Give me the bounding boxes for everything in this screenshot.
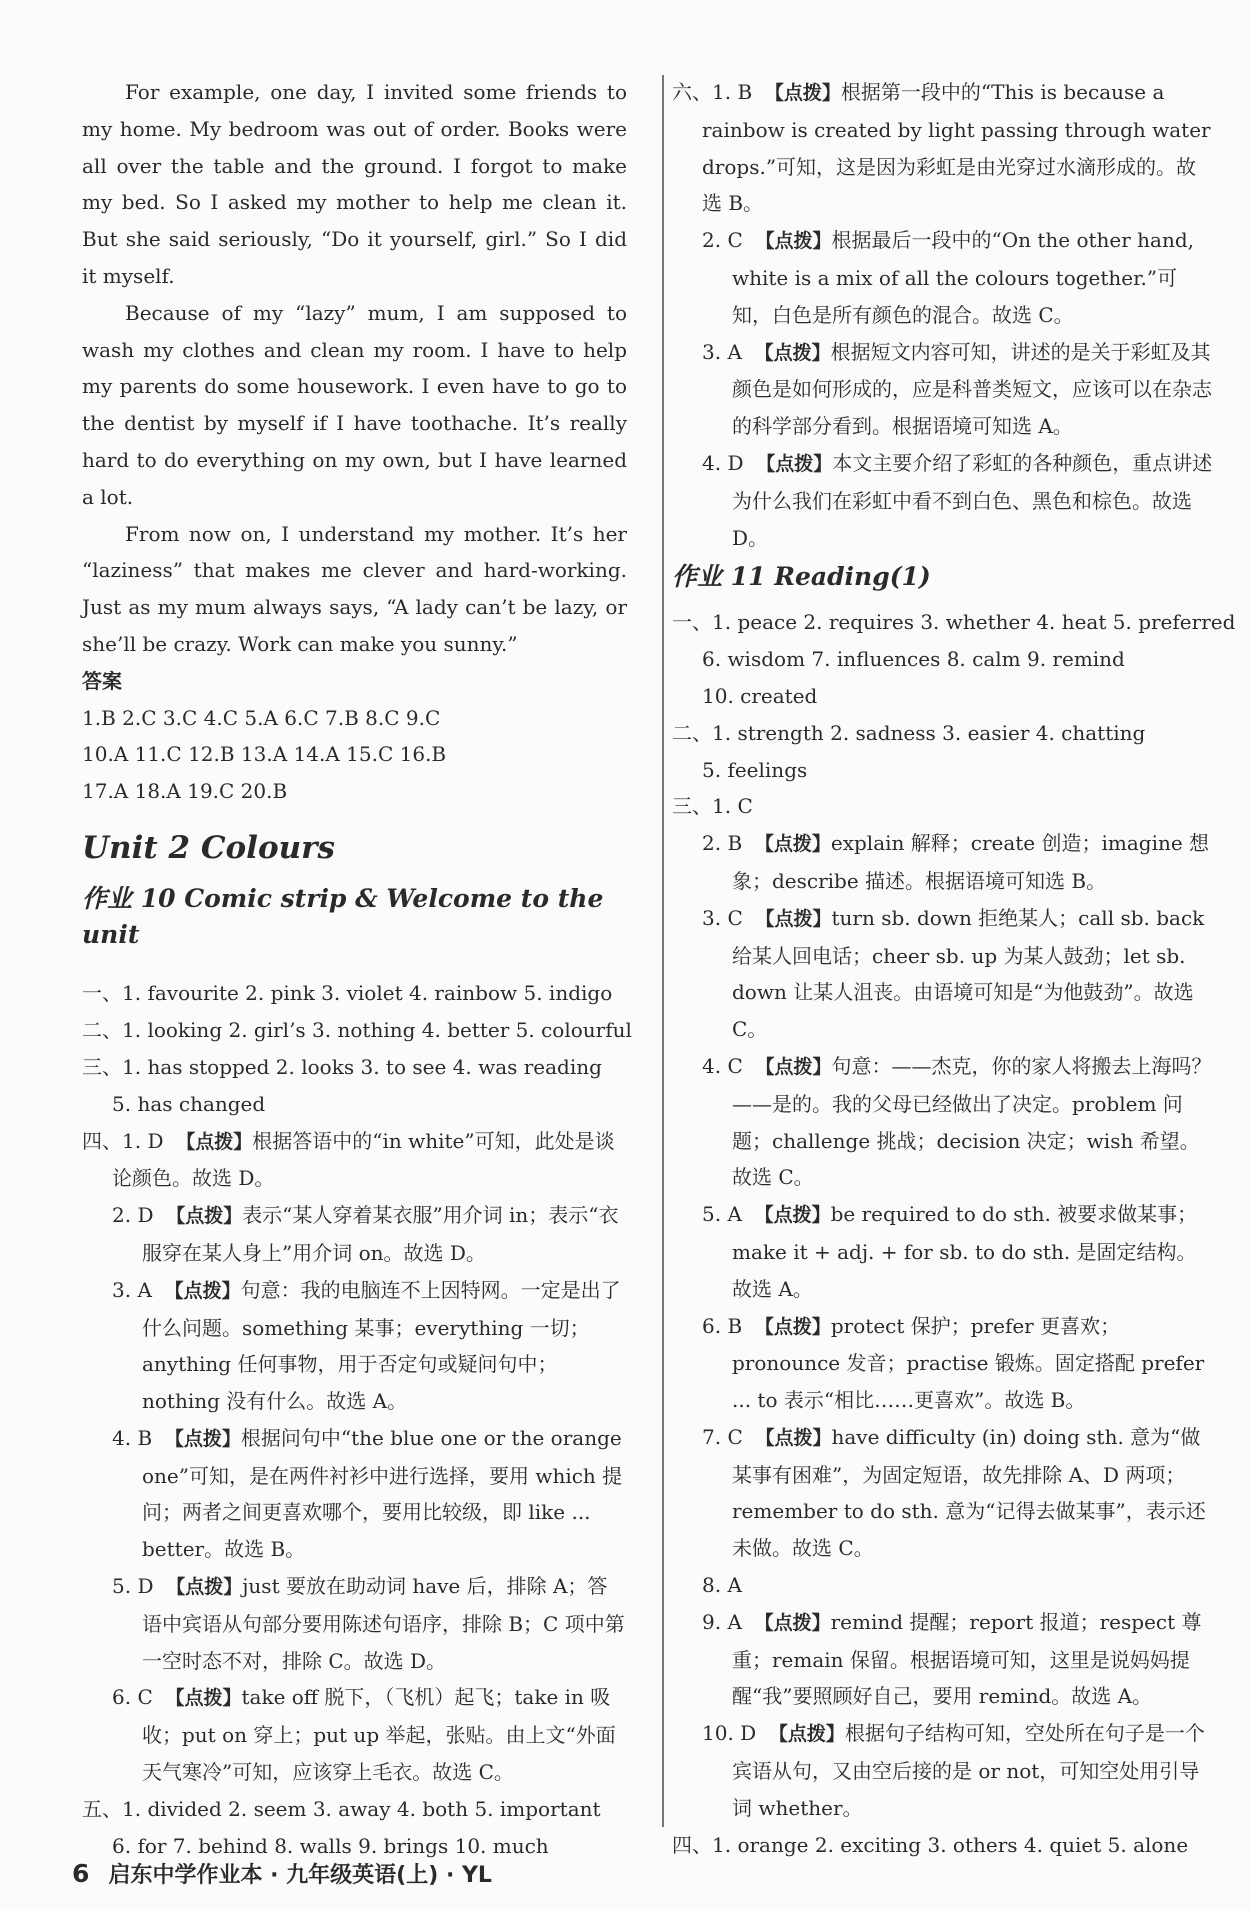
explanation-item bbox=[112, 1197, 627, 1272]
item-number: 5. A bbox=[702, 1202, 742, 1227]
answer-line: 5. feelings bbox=[702, 757, 808, 782]
item-number: 1. D bbox=[122, 1128, 164, 1153]
right-column bbox=[672, 74, 1236, 1863]
explanation-item bbox=[672, 74, 1214, 222]
section-label: 六、 bbox=[672, 80, 712, 104]
answer-line: 5. has changed bbox=[112, 1091, 266, 1116]
section-label: 四、 bbox=[82, 1128, 122, 1153]
item-text: 本文主要介绍了彩虹的各种颜色，重点讲述为什么我们在彩虹中看不到白色、黑色和棕色。故选 D。 bbox=[732, 450, 1213, 550]
item-text: take off 脱下，（飞机）起飞；take in 吸收；put on 穿上；put up 举起，张贴。由上文“外面天气寒冷”可知，应该穿上毛衣。故选 C。 bbox=[142, 1685, 616, 1785]
item-number: 3. A bbox=[702, 339, 742, 364]
page-footer bbox=[72, 1858, 492, 1889]
item-text: be required to do sth. 被要求做某事；make it + adj. + for sb. to do sth. 是固定结构。故选 A。 bbox=[732, 1202, 1198, 1301]
item-text: 根据最后一段中的“On the other hand, white is a mix of all the colours together.”可知，白色是所有颜色的混合。故选 C。 bbox=[732, 228, 1195, 327]
tip-label: 【点拨】 bbox=[755, 907, 832, 930]
item-text: 表示“某人穿着某衣服”用介词 in；表示“衣服穿在某人身上”用介词 on。故选 D。 bbox=[142, 1203, 619, 1265]
item-number: 3. A bbox=[112, 1277, 152, 1302]
item-text: protect 保护；prefer 更喜欢；pronounce 发音；practise 锻炼。固定搭配 prefer ... to 表示“相比……更喜欢”。故选 B。 bbox=[732, 1313, 1205, 1413]
column-divider bbox=[662, 75, 664, 1827]
explanation-item bbox=[82, 1123, 627, 1198]
tip-label: 【点拨】 bbox=[165, 1687, 242, 1710]
explanation-item bbox=[702, 825, 1214, 900]
tip-label: 【点拨】 bbox=[754, 1315, 831, 1338]
item-number: 6. B bbox=[702, 1313, 743, 1338]
item-text: 根据句子结构可知，空处所在句子是一个宾语从句，又由空后接的是 or not，可知空处用引导词 whether。 bbox=[732, 1721, 1205, 1820]
explanation-item bbox=[112, 1679, 627, 1790]
item-number: 4. D bbox=[702, 450, 744, 475]
answer-line: 一、1. favourite 2. pink 3. violet 4. rainbow 5. indigo bbox=[82, 981, 613, 1006]
answer-line: 四、1. orange 2. exciting 3. others 4. quiet 5. alone bbox=[672, 1832, 1189, 1857]
item-text: 根据问句中“the blue one or the orange one”可知，是在两件衬衫中进行选择，要用 which 提问；两者之间更喜欢哪个，要用比较级，即 like ... better。故选 B。 bbox=[142, 1425, 623, 1562]
tip-label: 【点拨】 bbox=[166, 1576, 243, 1599]
answer-line: 1.B 2.C 3.C 4.C 5.A 6.C 7.B 8.C 9.C bbox=[82, 705, 441, 730]
explanation-item bbox=[702, 1308, 1214, 1419]
tip-label: 【点拨】 bbox=[164, 1279, 241, 1302]
passage-paragraph: From now on, I understand my mother. It’s her “laziness” that makes me clever and hard-working. Just as my mum always says, “A lady can’t be lazy, or she’ll be crazy. Work can make you sunny.” bbox=[82, 521, 627, 656]
explanation-item bbox=[702, 1604, 1214, 1715]
answer-line: 10.A 11.C 12.B 13.A 14.A 15.C 16.B bbox=[82, 742, 447, 767]
answer-heading: 答案 bbox=[82, 668, 122, 693]
tip-label: 【点拨】 bbox=[166, 1205, 243, 1228]
answer-line: 五、1. divided 2. seem 3. away 4. both 5. important bbox=[82, 1796, 601, 1821]
homework-11-title: 作业 11 Reading(1) bbox=[672, 562, 931, 592]
tip-label: 【点拨】 bbox=[755, 230, 832, 253]
tip-label: 【点拨】 bbox=[764, 82, 841, 104]
answer-line: 二、1. strength 2. sadness 3. easier 4. chatting bbox=[672, 720, 1146, 745]
explanation-item bbox=[702, 334, 1214, 445]
item-text: explain 解释；create 创造；imagine 想象；describe 描述。根据语境可知选 B。 bbox=[732, 831, 1210, 893]
left-column bbox=[82, 74, 632, 1864]
explanation-item bbox=[702, 445, 1214, 556]
answer-line: 6. wisdom 7. influences 8. calm 9. remind bbox=[702, 647, 1125, 672]
item-number: 9. A bbox=[702, 1609, 742, 1634]
item-text: 根据短文内容可知，讲述的是关于彩虹及其颜色是如何形成的，应是科普类短文，应该可以在杂志的科学部分看到。根据语境可知选 A。 bbox=[732, 339, 1212, 439]
item-number: 6. C bbox=[112, 1685, 153, 1710]
tip-label: 【点拨】 bbox=[754, 341, 831, 364]
answer-line: 三、1. has stopped 2. looks 3. to see 4. was reading bbox=[82, 1054, 602, 1079]
unit-title: Unit 2 Colours bbox=[82, 829, 335, 866]
tip-label: 【点拨】 bbox=[755, 1055, 832, 1078]
item-text: 句意：——杰克，你的家人将搬去上海吗？——是的。我的父母已经做出了决定。problem 问题；challenge 挑战；decision 决定；wish 希望。故选 C。 bbox=[732, 1053, 1212, 1190]
item-text: 根据第一段中的“This is because a rainbow is created by light passing through water drops.”可知，这是因为彩虹是由光穿过水滴形成的。故选 B。 bbox=[702, 80, 1211, 216]
section-three bbox=[672, 825, 1214, 1827]
explanation-item bbox=[112, 1568, 627, 1679]
item-text: remind 提醒；report 报道；respect 尊重；remain 保留。根据语境可知，这里是说妈妈提醒“我”要照顾好自己，要用 remind。故选 A。 bbox=[732, 1609, 1202, 1709]
item-number: 2. C bbox=[702, 228, 743, 253]
tip-label: 【点拨】 bbox=[176, 1130, 253, 1153]
section-six bbox=[672, 74, 1214, 556]
item-number: 4. C bbox=[702, 1053, 743, 1078]
answer-line: 6. for 7. behind 8. walls 9. brings 10. much bbox=[112, 1833, 549, 1858]
item-text: 句意：我的电脑连不上因特网。一定是出了什么问题。something 某事；everything 一切；anything 任何事物，用于否定句或疑问句中；nothing 没有什么。故选 A。 bbox=[142, 1277, 621, 1414]
item-text: 根据答语中的“in white”可知，此处是谈论颜色。故选 D。 bbox=[112, 1128, 615, 1191]
item-number: 1. B bbox=[712, 80, 753, 104]
item-number: 8. A bbox=[702, 1573, 742, 1598]
answer-line: 17.A 18.A 19.C 20.B bbox=[82, 779, 288, 804]
explanation-item bbox=[112, 1272, 627, 1420]
item-number: 2. D bbox=[112, 1203, 154, 1228]
item-text: just 要放在助动词 have 后，排除 A；答语中宾语从句部分要用陈述句语序，排除 B；C 项中第一空时态不对，排除 C。故选 D。 bbox=[142, 1574, 625, 1673]
answer-line: 三、1. C bbox=[672, 794, 753, 819]
explanation-item bbox=[112, 1420, 627, 1568]
passage-paragraph: For example, one day, I invited some friends to my home. My bedroom was out of order. Books were all over the table and the ground. I forgot to make my bed. So I asked my mother to help me clean it. But she said seriously, “Do it yourself, girl.” So I did it myself. bbox=[82, 80, 627, 288]
page-number: 6 bbox=[72, 1859, 90, 1888]
tip-label: 【点拨】 bbox=[754, 833, 831, 856]
tip-label: 【点拨】 bbox=[756, 452, 833, 475]
item-text: turn sb. down 拒绝某人；call sb. back 给某人回电话；cheer sb. up 为某人鼓劲；let sb. down 让某人沮丧。由语境可知是“为他鼓劲”。故选 C。 bbox=[732, 905, 1205, 1042]
section-four bbox=[82, 1123, 627, 1791]
item-number: 10. D bbox=[702, 1721, 757, 1746]
answer-line: 10. created bbox=[702, 683, 818, 708]
explanation-item bbox=[702, 1196, 1214, 1307]
answer-line: 一、1. peace 2. requires 3. whether 4. heat 5. preferred bbox=[672, 610, 1236, 635]
item-number: 3. C bbox=[702, 905, 743, 930]
tip-label: 【点拨】 bbox=[754, 1611, 831, 1634]
explanation-item bbox=[702, 1567, 1214, 1604]
tip-label: 【点拨】 bbox=[768, 1723, 845, 1746]
explanation-item bbox=[702, 222, 1214, 333]
item-text: have difficulty (in) doing sth. 意为“做某事有困难”，为固定短语，故先排除 A、D 两项；remember to do sth. 意为“记得去做某事”，表示还未做。故选 C。 bbox=[732, 1424, 1206, 1561]
explanation-item bbox=[702, 1048, 1214, 1196]
explanation-item bbox=[702, 1715, 1214, 1826]
book-title: 启东中学作业本 · 九年级英语(上) · YL bbox=[108, 1863, 492, 1888]
explanation-item bbox=[702, 900, 1214, 1048]
homework-10-title: 作业 10 Comic strip & Welcome to the unit bbox=[82, 884, 604, 950]
tip-label: 【点拨】 bbox=[755, 1426, 832, 1449]
item-number: 2. B bbox=[702, 831, 743, 856]
item-number: 7. C bbox=[702, 1424, 743, 1449]
answer-line: 二、1. looking 2. girl’s 3. nothing 4. better 5. colourful bbox=[82, 1018, 632, 1043]
passage-paragraph: Because of my “lazy” mum, I am supposed to wash my clothes and clean my room. I have to help my parents do some housework. I even have to go to the dentist by myself if I have toothache. It’s really hard to do everything on my own, but I have learned a lot. bbox=[82, 300, 627, 509]
tip-label: 【点拨】 bbox=[754, 1204, 831, 1227]
item-number: 5. D bbox=[112, 1574, 154, 1599]
tip-label: 【点拨】 bbox=[164, 1427, 241, 1450]
explanation-item bbox=[702, 1419, 1214, 1567]
item-number: 4. B bbox=[112, 1425, 153, 1450]
